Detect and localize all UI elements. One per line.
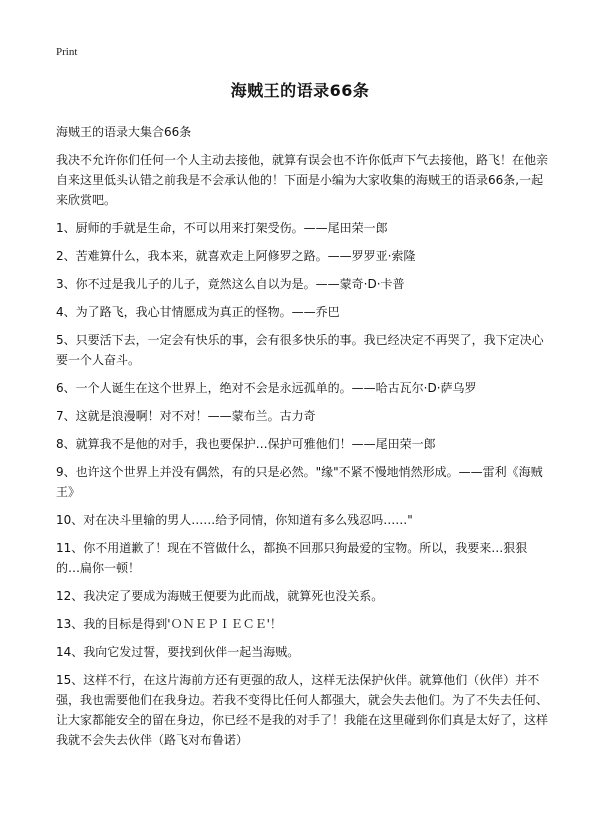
quote-item: 5、只要活下去，一定会有快乐的事，会有很多快乐的事。我已经决定不再哭了，我下定决心要一个人奋斗。 (56, 333, 544, 367)
article-intro: 我决不允许你们任何一个人主动去接他，就算有误会也不许你低声下气去接他，路飞！在他亲自来这里低头认错之前我是不会承认他的！下面是小编为大家收集的海贼王的语录66条,一起来欣赏吧。 (56, 153, 549, 207)
quote-item: 7、这就是浪漫啊！对不对！——蒙布兰。古力奇 (56, 409, 316, 423)
quote-item: 9、也许这个世界上并没有偶然，有的只是必然。"缘"不紧不慢地悄然形成。——雷利《海贼王》 (56, 465, 543, 499)
print-link[interactable]: Print (56, 46, 78, 58)
quote-item: 3、你不过是我儿子的儿子，竟然这么自以为是。——蒙奇·D·卡普 (56, 277, 405, 291)
quote-item: 12、我决定了要成为海贼王便要为此而战，就算死也没关系。 (56, 589, 384, 603)
quote-item: 15、这样不行，在这片海前方还有更强的敌人，这样无法保护伙伴。就算他们（伙伴）并不强，我也需要他们在我身边。若我不变得比任何人都强大，就会失去他们。为了不失去任何、让大家都能安全的留在身边，你已经不是我的对手了！我能在这里碰到你们真是太好了，这样我就不会失去伙伴（路飞对布鲁诺） (56, 673, 549, 747)
quote-item: 14、我向它发过誓，要找到伙伴一起当海贼。 (56, 645, 300, 659)
quote-item: 13、我的目标是得到'ＯＮＥＰＩＥＣＥ'！ (56, 617, 282, 631)
quote-item: 8、就算我不是他的对手，我也要保护…保护可雅他们！——尾田荣一郎 (56, 437, 436, 451)
quote-item: 1、厨师的手就是生命，不可以用来打架受伤。——尾田荣一郎 (56, 221, 388, 235)
article-body (56, 122, 551, 758)
article-subtitle: 海贼王的语录大集合66条 (56, 125, 192, 139)
quote-item: 10、对在决斗里输的男人……给予同情，你知道有多么残忍吗……" (56, 513, 413, 527)
quote-item: 6、一个人诞生在这个世界上，绝对不会是永远孤单的。——哈古瓦尔·D·萨乌罗 (56, 381, 477, 395)
quote-item: 11、你不用道歉了！现在不管做什么，都换不回那只狗最爱的宝物。所以，我要来…狠狠的…扁你一顿！ (56, 541, 528, 575)
quote-item: 4、为了路飞，我心甘情愿成为真正的怪物。——乔巴 (56, 305, 340, 319)
quote-item: 2、苦难算什么，我本来，就喜欢走上阿修罗之路。——罗罗亚·索隆 (56, 249, 416, 263)
page-title: 海贼王的语录66条 (230, 81, 370, 100)
